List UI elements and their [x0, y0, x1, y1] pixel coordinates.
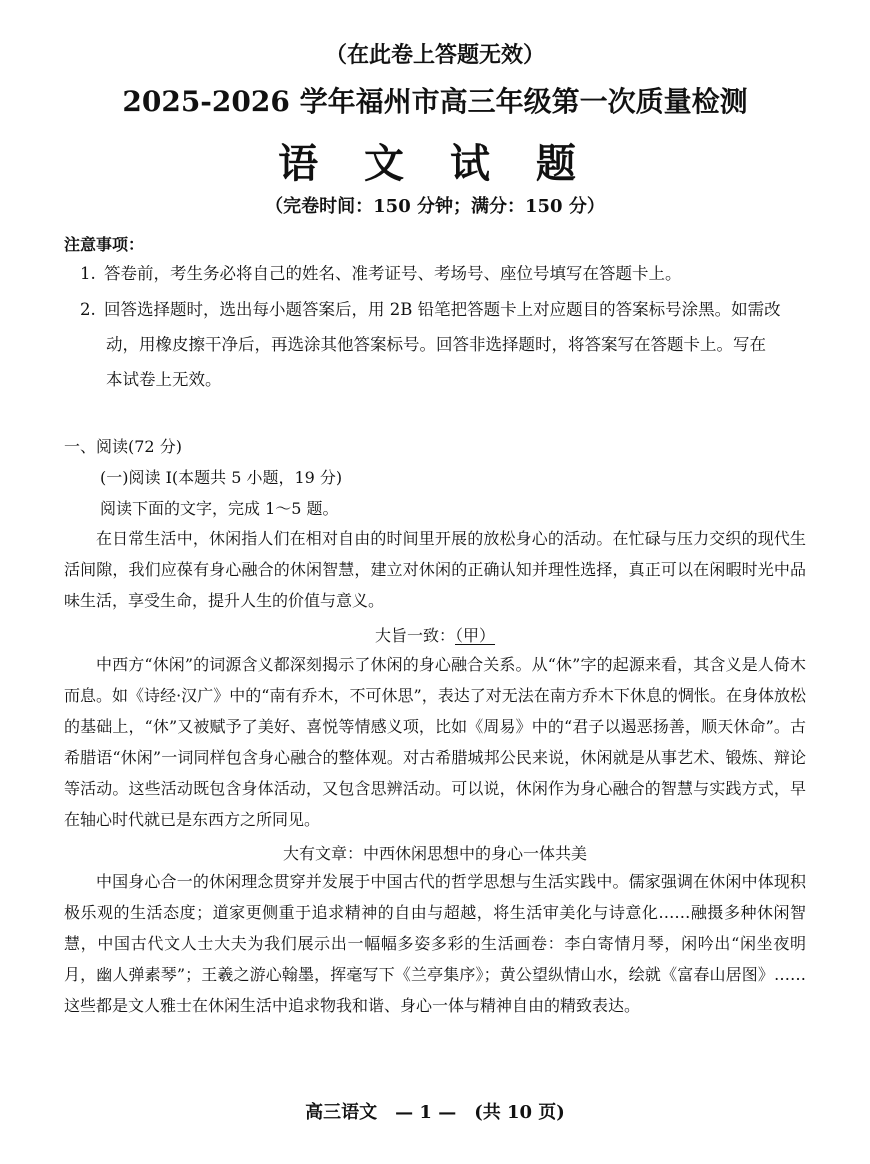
instruction-item-2 — [80, 292, 810, 397]
instruction-number: 1. — [80, 264, 96, 283]
heading-2: 大有文章：中西休闲思想中的身心一体共美 — [282, 844, 587, 863]
subsection-title: (一)阅读 I(本题共 5 小题，19 分) — [100, 468, 343, 487]
section-title: 一、阅读(72 分) — [64, 437, 182, 456]
instruction-item-1 — [80, 256, 810, 291]
exam-title: 2025-2026 学年福州市高三年级第一次质量检测 — [122, 85, 748, 118]
passage-paragraph-1: 中西方“休闲”的词源含义都深刻揭示了休闲的身心融合关系。从“休”字的起源来看，其含义是人倚木而息。如《诗经·汉广》中的“南有乔木，不可休思”，表达了对无法在南方乔木下休息的惆怅。在身体放松的基础上，“休”又被赋予了美好、喜悦等情感义项，比如《周易》中的“君子以遏恶扬善，顺天休命”。古希腊语“休闲”一词同样包含身心融合的整体观。对古希腊城邦公民来说，休闲就是从事艺术、锻炼、辩论等活动。这些活动既包含身体活动，又包含思辨活动。可以说，休闲作为身心融合的智慧与实践方式，早在轴心时代就已是东西方之所同见。 — [64, 655, 806, 829]
heading-1 — [0, 623, 870, 646]
time-and-score-info: （完卷时间：150 分钟；满分：150 分） — [265, 196, 605, 217]
instruction-line: 动，用橡皮擦干净后，再选涂其他答案标号。回答非选择题时，将答案写在答题卡上。写在 — [106, 335, 766, 354]
heading-1-blank: （甲） — [455, 626, 496, 645]
instruction-line: 本试卷上无效。 — [106, 370, 222, 389]
subject-title: 语 文 试 题 — [278, 140, 592, 187]
instruction-line: 答卷前，考生务必将自己的姓名、准考证号、考场号、座位号填写在答题卡上。 — [104, 264, 682, 283]
instruction-line: 回答选择题时，选出每小题答案后，用 2B 铅笔把答题卡上对应题目的答案标号涂黑。如需改 — [104, 300, 781, 319]
instructions-label: 注意事项： — [64, 235, 145, 254]
instruction-number: 2. — [80, 300, 96, 319]
reading-prompt: 阅读下面的文字，完成 1～5 题。 — [100, 499, 339, 518]
passage-paragraph-2: 中国身心合一的休闲理念贯穿并发展于中国古代的哲学思想与生活实践中。儒家强调在休闲中体现积极乐观的生活态度；道家更侧重于追求精神的自由与超越，将生活审美化与诗意化……融摄多种休闲智慧，中国古代文人士大夫为我们展示出一幅幅多姿多彩的生活画卷：李白寄情月琴，闲吟出“闲坐夜明月，幽人弹素琴”；王羲之游心翰墨，挥毫写下《兰亭集序》；黄公望纵情山水，绘就《富春山居图》……这些都是文人雅士在休闲生活中追求物我和谐、身心一体与精神自由的精致表达。 — [64, 872, 806, 1015]
passage-intro: 在日常生活中，休闲指人们在相对自由的时间里开展的放松身心的活动。在忙碌与压力交织的现代生活间隙，我们应葆有身心融合的休闲智慧，建立对休闲的正确认知并理性选择，真正可以在闲暇时光中品味生活，享受生命，提升人生的价值与意义。 — [64, 529, 806, 610]
page-footer: 高三语文 — 1 — (共 10 页) — [305, 1102, 565, 1123]
answer-invalid-notice: （在此卷上答题无效） — [324, 42, 545, 68]
heading-1-prefix: 大旨一致： — [374, 626, 455, 645]
